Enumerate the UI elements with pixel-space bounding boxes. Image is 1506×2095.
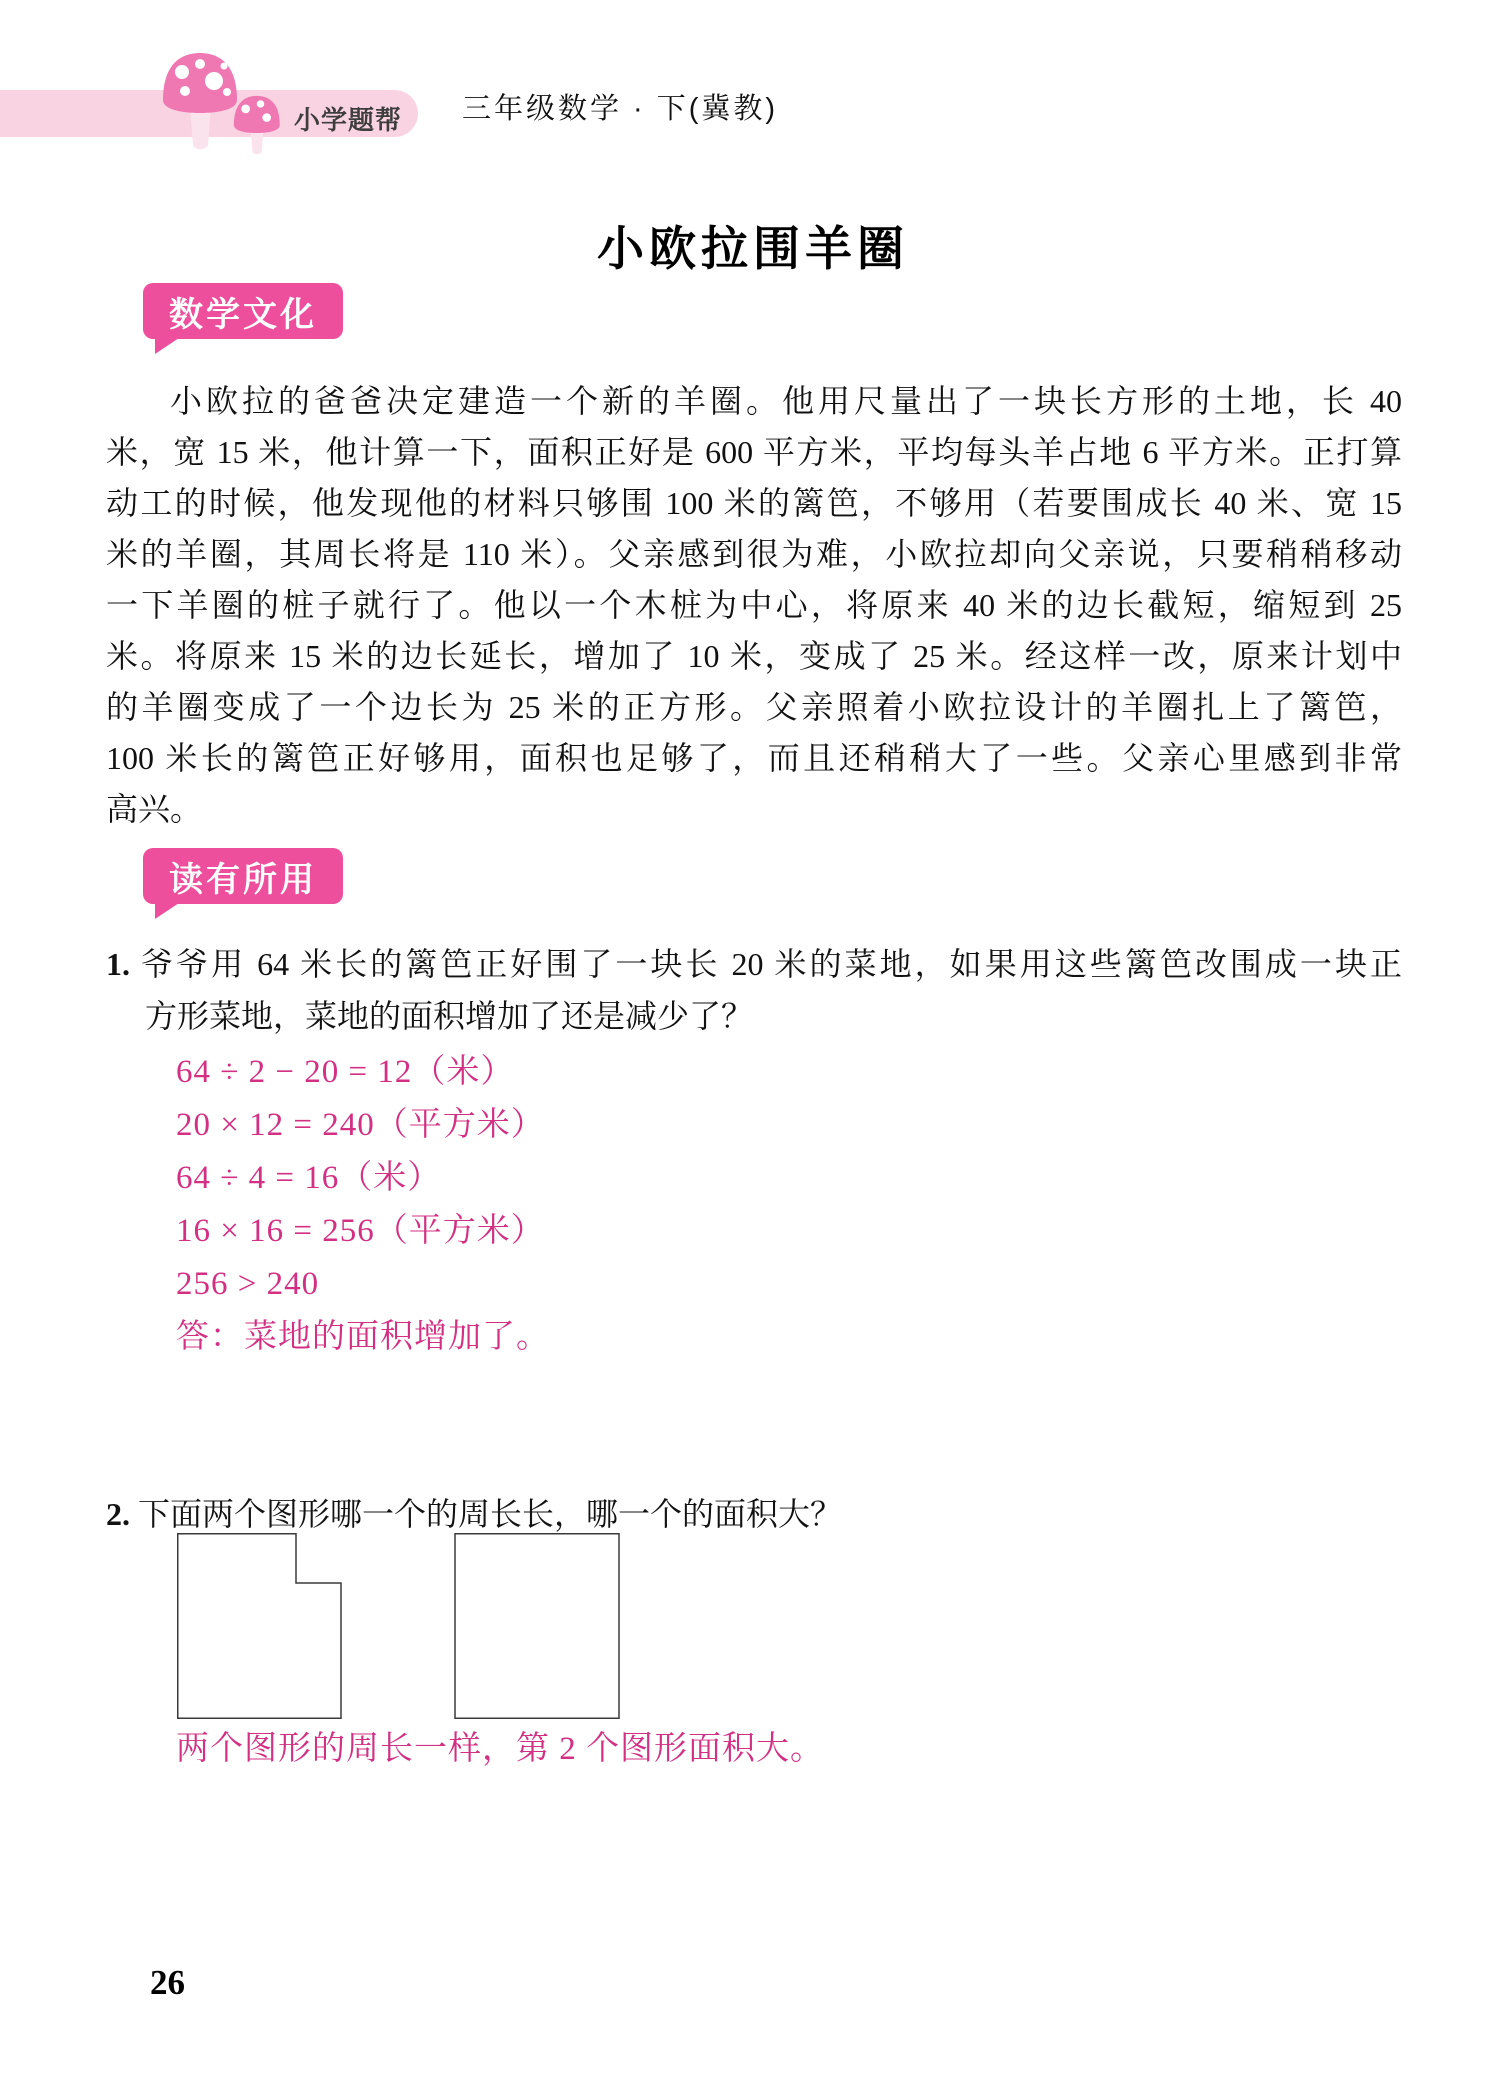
solution-line: 20 × 12 = 240（平方米） [176,1107,545,1143]
edition-text: 三年级数学 · 下(冀教) [462,93,779,125]
story-line: 的羊圈变成了一个边长为 25 米的正方形。父亲照着小欧拉设计的羊圈扎上了篱笆， [106,689,1402,725]
solution-line: 64 ÷ 2 − 20 = 12（米） [176,1054,515,1090]
story-line: 米，宽 15 米，他计算一下，面积正好是 600 平方米，平均每头羊占地 6 平方米。正打算 [106,434,1402,470]
problem-2-text: 下面两个图形哪一个的周长长，哪一个的面积大？ [138,1496,843,1532]
problem-2-answer: 两个图形的周长一样，第 2 个图形面积大。 [176,1731,824,1767]
solution-line: 256 > 240 [176,1266,320,1302]
brand-text: 小学题帮 [294,105,403,135]
problem-1-number: 1. [106,946,130,982]
problem-1-text-line2: 方形菜地，菜地的面积增加了还是减少了？ [145,998,754,1034]
story-line: 动工的时候，他发现他的材料只够围 100 米的篱笆，不够用（若要围成长 40 米、宽 15 [106,485,1402,521]
mushroom-icon [160,50,292,154]
problem-1-solution [176,1046,550,1364]
figure-notched-square [178,1534,341,1719]
story-line: 100 米长的篱笆正好够用，面积也足够了，而且还稍稍大了一些。父亲心里感到非常 [106,740,1402,776]
math-culture-badge: 数学文化 [143,283,343,339]
story-paragraph [106,376,1402,835]
problem-2-figures [177,1533,620,1719]
problem-1 [106,938,1402,1042]
story-line: 高兴。 [106,791,203,827]
page-number: 26 [150,1963,185,2002]
story-line: 一下羊圈的桩子就行了。他以一个木桩为中心，将原来 40 米的边长截短，缩短到 25 [106,587,1402,623]
solution-line: 答：菜地的面积增加了。 [176,1319,550,1355]
story-line: 米的羊圈，其周长将是 110 米）。父亲感到很为难，小欧拉却向父亲说，只要稍稍移动 [106,536,1402,572]
solution-line: 64 ÷ 4 = 16（米） [176,1160,442,1196]
figure-square [455,1534,619,1719]
reading-badge: 读有所用 [143,848,343,904]
story-line: 小欧拉的爸爸决定建造一个新的羊圈。他用尺量出了一块长方形的土地，长 40 [170,383,1402,419]
page-title: 小欧拉围羊圈 [597,222,909,275]
story-line: 米。将原来 15 米的边长延长，增加了 10 米，变成了 25 米。经这样一改，原来计划中 [106,638,1402,674]
problem-1-text: 爷爷用 64 米长的篱笆正好围了一块长 20 米的菜地，如果用这些篱笆改围成一块正 [141,946,1402,982]
problem-2-number: 2. [106,1496,130,1532]
solution-line: 16 × 16 = 256（平方米） [176,1213,545,1249]
